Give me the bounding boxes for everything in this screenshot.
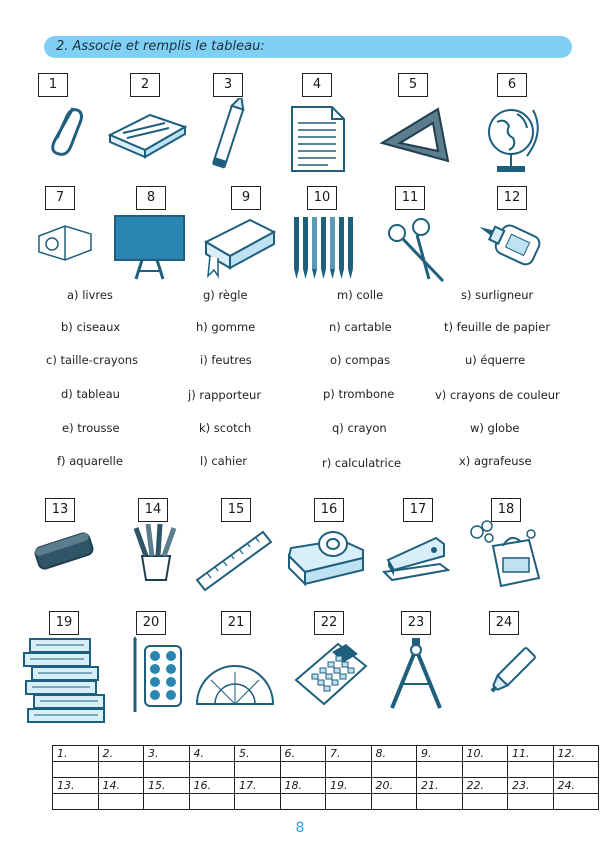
- answer-label: 23.: [508, 778, 554, 794]
- answer-label: 9.: [417, 746, 463, 762]
- word-l: l) cahier: [200, 454, 247, 468]
- number-box-10: 10: [307, 186, 337, 210]
- number-box-6: 6: [497, 73, 527, 97]
- number-box-1: 1: [38, 73, 68, 97]
- ruler-icon: [193, 526, 275, 594]
- highlighter-icon: [480, 640, 542, 705]
- answer-cell[interactable]: [53, 794, 99, 810]
- word-c: c) taille-crayons: [46, 353, 139, 367]
- calculator-icon: [292, 640, 370, 708]
- set-square-icon: [378, 103, 453, 168]
- answer-cell[interactable]: [508, 794, 554, 810]
- answer-cell[interactable]: [371, 762, 417, 778]
- word-p: p) trombone: [323, 387, 395, 401]
- number-box-15: 15: [221, 498, 251, 522]
- protractor-icon: [193, 648, 278, 710]
- watercolor-icon: [125, 636, 187, 716]
- answer-label: 15.: [144, 778, 190, 794]
- answer-labels-row-1: [53, 746, 599, 762]
- word-i: i) feutres: [200, 353, 252, 367]
- answer-label: 4.: [189, 746, 235, 762]
- answer-cell[interactable]: [144, 794, 190, 810]
- tape-dispenser-icon: [285, 526, 367, 588]
- felt-pens-icon: [288, 213, 360, 281]
- answer-blank-row-2: [53, 794, 599, 810]
- paperclip-icon: [45, 100, 85, 160]
- word-v: v) crayons de couleur: [435, 388, 560, 402]
- eraser-icon: [30, 530, 98, 572]
- number-box-8: 8: [136, 186, 166, 210]
- instruction-text: 2. Associe et remplis le tableau:: [56, 39, 265, 54]
- answer-cell[interactable]: [98, 762, 144, 778]
- pencil-icon: [205, 98, 250, 183]
- answer-label: 2.: [98, 746, 144, 762]
- word-r: r) calculatrice: [322, 456, 402, 470]
- answer-label: 19.: [326, 778, 372, 794]
- word-d: d) tableau: [61, 387, 120, 401]
- number-box-11: 11: [395, 186, 425, 210]
- number-box-16: 16: [314, 498, 344, 522]
- number-box-7: 7: [45, 186, 75, 210]
- answer-cell[interactable]: [553, 762, 599, 778]
- pencil-case-icon: [105, 105, 190, 160]
- number-box-24: 24: [489, 611, 519, 635]
- page-number: 8: [295, 820, 305, 836]
- scissors-icon: [385, 215, 450, 285]
- number-box-18: 18: [491, 498, 521, 522]
- number-box-19: 19: [49, 611, 79, 635]
- number-box-3: 3: [213, 73, 243, 97]
- answer-label: 12.: [553, 746, 599, 762]
- word-s: s) surligneur: [461, 288, 534, 302]
- answer-labels-row-2: [53, 778, 599, 794]
- board-icon: [112, 213, 187, 281]
- word-m: m) colle: [337, 288, 384, 302]
- number-box-2: 2: [130, 73, 160, 97]
- word-u: u) équerre: [465, 353, 526, 367]
- answer-label: 3.: [144, 746, 190, 762]
- word-q: q) crayon: [332, 421, 387, 435]
- answer-label: 17.: [235, 778, 281, 794]
- number-box-4: 4: [302, 73, 332, 97]
- word-w: w) globe: [470, 421, 520, 435]
- answer-label: 24.: [553, 778, 599, 794]
- word-e: e) trousse: [62, 421, 120, 435]
- answer-label: 18.: [280, 778, 326, 794]
- answer-cell[interactable]: [235, 762, 281, 778]
- word-x: x) agrafeuse: [459, 454, 532, 468]
- answer-cell[interactable]: [326, 762, 372, 778]
- notebook-page-icon: [288, 103, 348, 175]
- word-f: f) aquarelle: [57, 454, 123, 468]
- answer-label: 5.: [235, 746, 281, 762]
- answer-cell[interactable]: [189, 762, 235, 778]
- word-a: a) livres: [67, 288, 113, 302]
- word-n: n) cartable: [329, 320, 392, 334]
- number-box-21: 21: [221, 611, 251, 635]
- answer-label: 7.: [326, 746, 372, 762]
- compass-icon: [382, 636, 450, 716]
- answer-cell[interactable]: [189, 794, 235, 810]
- answer-blank-row-1: [53, 762, 599, 778]
- word-o: o) compas: [330, 353, 391, 367]
- answer-label: 1.: [53, 746, 99, 762]
- number-box-14: 14: [138, 498, 168, 522]
- number-box-20: 20: [136, 611, 166, 635]
- answer-table: [52, 745, 599, 810]
- answer-cell[interactable]: [280, 762, 326, 778]
- book-stack-icon: [20, 633, 112, 725]
- answer-cell[interactable]: [235, 794, 281, 810]
- answer-cell[interactable]: [144, 762, 190, 778]
- stapler-icon: [380, 530, 452, 590]
- word-j: j) rapporteur: [188, 388, 262, 402]
- answer-label: 11.: [508, 746, 554, 762]
- number-box-13: 13: [45, 498, 75, 522]
- word-h: h) gomme: [196, 320, 256, 334]
- sharpener-icon: [35, 218, 95, 263]
- answer-label: 22.: [462, 778, 508, 794]
- answer-label: 16.: [189, 778, 235, 794]
- answer-cell[interactable]: [326, 794, 372, 810]
- number-box-23: 23: [401, 611, 431, 635]
- globe-icon: [483, 100, 543, 175]
- number-box-9: 9: [231, 186, 261, 210]
- answer-label: 10.: [462, 746, 508, 762]
- word-t: t) feuille de papier: [444, 320, 551, 334]
- answer-cell[interactable]: [553, 794, 599, 810]
- number-box-12: 12: [497, 186, 527, 210]
- answer-cell[interactable]: [508, 762, 554, 778]
- glue-icon: [468, 212, 550, 272]
- colored-pencils-icon: [128, 522, 183, 584]
- answer-cell[interactable]: [98, 794, 144, 810]
- answer-cell[interactable]: [417, 762, 463, 778]
- word-g: g) règle: [203, 288, 248, 302]
- answer-label: 14.: [98, 778, 144, 794]
- answer-label: 8.: [371, 746, 417, 762]
- answer-label: 13.: [53, 778, 99, 794]
- book-icon: [200, 214, 278, 279]
- number-box-5: 5: [398, 73, 428, 97]
- answer-cell[interactable]: [462, 762, 508, 778]
- answer-label: 20.: [371, 778, 417, 794]
- word-k: k) scotch: [199, 421, 252, 435]
- answer-cell[interactable]: [371, 794, 417, 810]
- number-box-17: 17: [403, 498, 433, 522]
- word-b: b) ciseaux: [61, 320, 121, 334]
- answer-cell[interactable]: [280, 794, 326, 810]
- number-box-22: 22: [314, 611, 344, 635]
- instruction-banner: [44, 36, 572, 58]
- answer-cell[interactable]: [417, 794, 463, 810]
- answer-cell[interactable]: [462, 794, 508, 810]
- schoolbag-icon: [465, 518, 550, 593]
- answer-label: 21.: [417, 778, 463, 794]
- answer-cell[interactable]: [53, 762, 99, 778]
- answer-label: 6.: [280, 746, 326, 762]
